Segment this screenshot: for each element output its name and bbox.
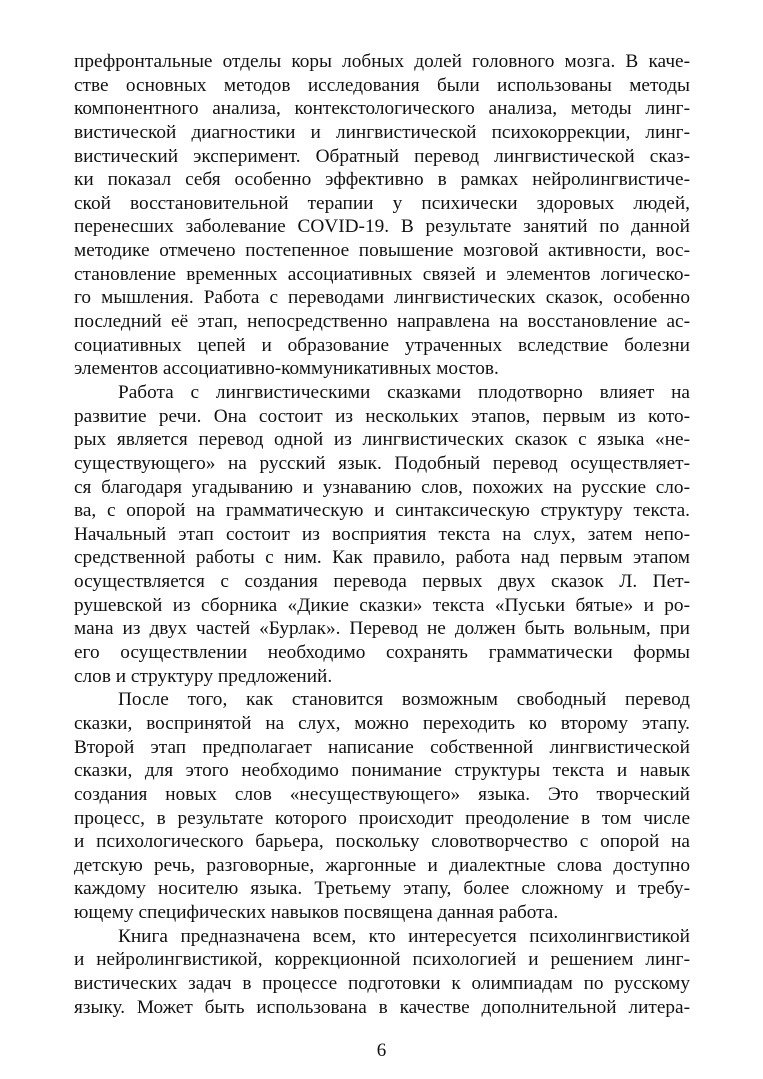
text-line: существующего» на русский язык. Подобный перевод осуществляет- bbox=[74, 452, 690, 474]
text-line: стве основных методов исследования были использованы методы bbox=[74, 74, 690, 96]
text-line: вистический эксперимент. Обратный перевод лингвистической сказ- bbox=[74, 145, 690, 167]
text-line: методике отмечено постепенное повышение мозговой активности, вос- bbox=[74, 240, 690, 262]
text-line: детскую речь, разговорные, жаргонные и диалектные слова доступно bbox=[74, 854, 690, 876]
text-line: компонентного анализа, контекстологического анализа, методы линг- bbox=[74, 98, 690, 120]
text-line: ской восстановительной терапии у психически здоровых людей, bbox=[74, 192, 690, 214]
text-line: го мышления. Работа с переводами лингвистических сказок, особенно bbox=[74, 287, 690, 309]
text-line: префронтальные отделы коры лобных долей головного мозга. В каче- bbox=[74, 51, 690, 72]
text-line: языку. Может быть использована в качестве дополнительной литера- bbox=[74, 996, 690, 1018]
text-line: последний её этап, непосредственно направлена на восстановление ас- bbox=[74, 311, 690, 333]
text-line: осуществляется с создания перевода первых двух сказок Л. Пет- bbox=[74, 571, 690, 593]
text-line: вистических задач в процессе подготовки к олимпиадам по русскому bbox=[74, 972, 690, 994]
text-line: перенесших заболевание COVID-19. В результате занятий по данной bbox=[74, 216, 690, 238]
text-line: ся благодаря угадыванию и узнаванию слов, похожих на русские сло- bbox=[74, 476, 690, 498]
text-line: ющему специфических навыков посвящена данная работа. bbox=[74, 902, 559, 924]
text-line: развитие речи. Она состоит из нескольких этапов, первым из кото- bbox=[74, 405, 690, 427]
text-line: Книга предназначена всем, кто интересуется психолингвистикой bbox=[118, 925, 690, 947]
text-line: процесс, в результате которого происходит преодоление в том числе bbox=[74, 807, 690, 829]
text-line: Работа с лингвистическими сказками плодотворно влияет на bbox=[118, 381, 690, 403]
text-line: вистической диагностики и лингвистической психокоррекции, линг- bbox=[74, 121, 690, 143]
text-line: мана из двух частей «Бурлак». Перевод не должен быть вольным, при bbox=[74, 618, 690, 640]
paragraph bbox=[74, 381, 690, 688]
text-line: каждому носителю языка. Третьему этапу, более сложному и требу- bbox=[74, 878, 690, 900]
text-line: ва, с опорой на грамматическую и синтаксическую структуру текста. bbox=[74, 500, 690, 522]
text-line: элементов ассоциативно-коммуникативных мостов. bbox=[74, 358, 499, 380]
text-line: создания новых слов «несуществующего» языка. Это творческий bbox=[74, 783, 690, 805]
text-line: слов и структуру предложений. bbox=[74, 665, 333, 687]
text-line: После того, как становится возможным свободный перевод bbox=[118, 689, 690, 711]
paragraph bbox=[74, 925, 690, 1020]
text-line: рушевской из сборника «Дикие сказки» текста «Пуськи бятые» и ро- bbox=[74, 594, 690, 616]
page-number: 6 bbox=[376, 1040, 387, 1061]
paragraph bbox=[74, 50, 690, 381]
page-body bbox=[74, 50, 690, 1019]
paragraph bbox=[74, 688, 690, 924]
text-line: и нейролингвистикой, коррекционной психологией и решением линг- bbox=[74, 949, 690, 971]
text-line: ки показал себя особенно эффективно в рамках нейролингвистиче- bbox=[74, 169, 690, 191]
text-line: сказки, воспринятой на слух, можно переходить ко второму этапу. bbox=[74, 712, 690, 734]
text-line: его осуществлении необходимо сохранять грамматически формы bbox=[74, 642, 690, 664]
text-line: социативных цепей и образование утраченных вследствие болезни bbox=[74, 334, 690, 356]
text-line: средственной работы с ним. Как правило, работа над первым этапом bbox=[74, 547, 690, 569]
text-line: сказки, для этого необходимо понимание структуры текста и навык bbox=[74, 760, 690, 782]
text-line: Начальный этап состоит из восприятия текста на слух, затем непо- bbox=[74, 523, 690, 545]
text-line: становление временных ассоциативных связей и элементов логическо- bbox=[74, 263, 690, 285]
text-line: Второй этап предполагает написание собственной лингвистической bbox=[74, 736, 690, 758]
text-line: и психологического барьера, поскольку словотворчество с опорой на bbox=[74, 831, 690, 853]
text-line: рых является перевод одной из лингвистических сказок с языка «не- bbox=[74, 429, 690, 451]
